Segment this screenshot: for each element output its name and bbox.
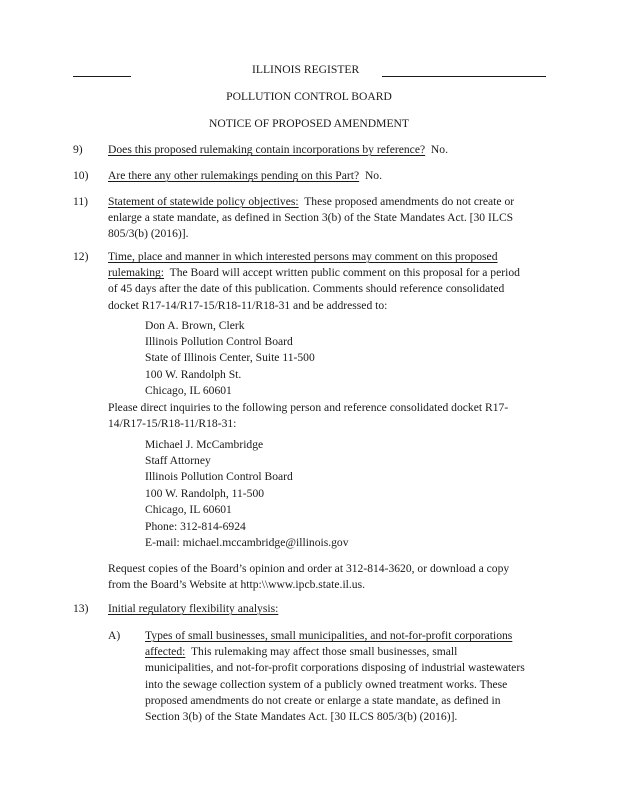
item-12-line-3: docket R17-14/R17-15/R18-11/R18-31 and be addressed to: — [108, 298, 388, 312]
item-11-label: Statement of statewide policy objectives: — [108, 195, 299, 208]
item-9-answer: No. — [430, 143, 448, 156]
item-13a-label-line-1: Types of small businesses, small municipalities, and not-for-profit corporations — [145, 629, 513, 642]
item-13a-body — [145, 628, 545, 725]
agency-heading: POLLUTION CONTROL BOARD — [226, 90, 392, 103]
item-13a-line-2: municipalities, and not-for-profit corporations disposing of industrial wastewaters — [145, 661, 525, 675]
item-12-label-line-2: rulemaking: — [108, 266, 165, 280]
item-13-label: Initial regulatory flexibility analysis: — [108, 602, 279, 615]
header-rule-left — [73, 76, 131, 77]
item-11-line — [108, 194, 548, 210]
contact-info — [145, 519, 349, 551]
item-12-body — [108, 249, 548, 314]
item-10-text — [108, 168, 382, 184]
attorney-street: 100 W. Randolph, 11-500 — [145, 486, 265, 500]
register-title: ILLINOIS REGISTER — [252, 63, 360, 76]
attorney-city: Chicago, IL 60601 — [145, 502, 232, 516]
clerk-name: Don A. Brown, Clerk — [145, 319, 245, 332]
item-12-label-line-1: Time, place and manner in which interested persons may comment on this proposed — [108, 250, 498, 263]
item-9-text — [108, 142, 448, 158]
attorney-org: Illinois Pollution Control Board — [145, 470, 293, 484]
inquiries-line-1: Please direct inquiries to the following person and reference consolidated docket R17- — [108, 401, 509, 414]
phone-number: Phone: 312-814-6924 — [145, 520, 246, 533]
item-9-number: 9) — [73, 143, 83, 156]
item-11-body — [108, 194, 548, 243]
notice-heading: NOTICE OF PROPOSED AMENDMENT — [208, 117, 409, 130]
clerk-street: 100 W. Randolph St. — [145, 367, 242, 381]
email-address[interactable]: E-mail: michael.mccambridge@illinois.gov — [145, 536, 349, 550]
clerk-city: Chicago, IL 60601 — [145, 383, 232, 397]
clerk-org: Illinois Pollution Control Board — [145, 335, 293, 349]
item-10-answer: No. — [364, 169, 383, 182]
item-13a-line-4: proposed amendments do not create or enlarge a state mandate, as defined in — [145, 693, 501, 707]
attorney-name: Michael J. McCambridge — [145, 438, 264, 451]
item-13a-line — [145, 644, 545, 660]
item-11-line-2: enlarge a state mandate, as defined in Section 3(b) of the State Mandates Act. [30 ILCS — [108, 211, 514, 225]
copies-line-2[interactable]: from the Board’s Website at http:\\www.ipcb.state.il.us. — [108, 578, 365, 592]
item-13a-line-5: Section 3(b) of the State Mandates Act. [30 ILCS 805/3(b) (2016)]. — [145, 709, 458, 723]
request-copies-text — [108, 561, 548, 593]
item-13a-label-line-2: affected: — [145, 645, 186, 659]
clerk-address — [145, 318, 315, 399]
item-12-line-1: The Board will accept written public comment on this proposal for a period — [169, 266, 520, 280]
item-13a-line-1: This rulemaking may affect those small businesses, small — [190, 645, 458, 659]
item-11-number: 11) — [73, 195, 89, 208]
item-12-number: 12) — [73, 250, 89, 263]
attorney-title: Staff Attorney — [145, 454, 211, 468]
item-12-line-2: of 45 days after the date of this publication. Comments should reference consolidated — [108, 282, 505, 296]
item-9-question: Does this proposed rulemaking contain incorporations by reference? — [108, 143, 426, 156]
item-11-line-1: These proposed amendments do not create or — [304, 195, 515, 208]
item-10-question: Are there any other rulemakings pending on this Part? — [108, 169, 360, 182]
clerk-building: State of Illinois Center, Suite 11-500 — [145, 351, 315, 365]
item-13a-letter: A) — [108, 629, 121, 642]
item-10-number: 10) — [73, 169, 89, 182]
inquiries-text — [108, 400, 548, 432]
inquiries-line-2: 14/R17-15/R18-11/R18-31: — [108, 417, 237, 431]
attorney-address — [145, 437, 293, 518]
item-13a-line-3: into the sewage collection system of a publicly owned treatment works. These — [145, 677, 508, 691]
item-11-line-3: 805/3(b) (2016)]. — [108, 227, 189, 241]
item-12-line — [108, 265, 548, 281]
header-rule-right — [382, 76, 546, 77]
copies-line-1: Request copies of the Board’s opinion and order at 312-814-3620, or download a copy — [108, 562, 510, 575]
item-13-number: 13) — [73, 602, 89, 615]
